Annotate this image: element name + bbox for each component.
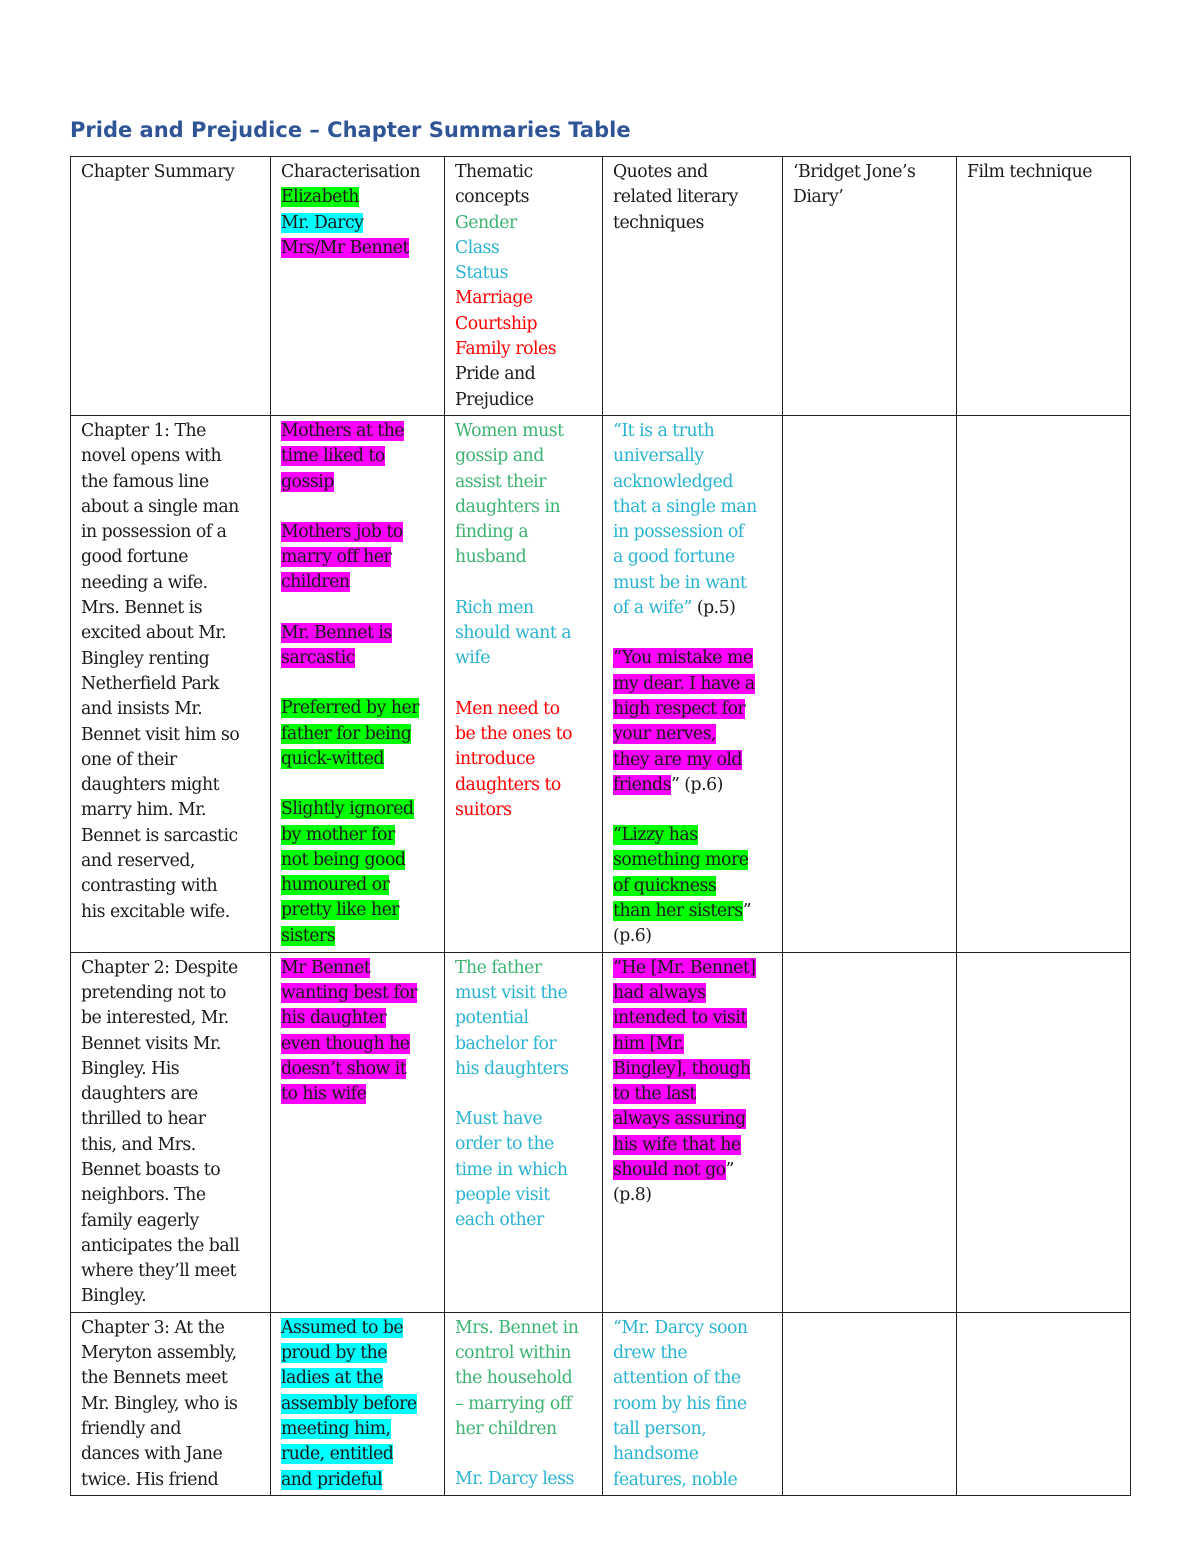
cell-text-line: Men need to xyxy=(455,698,560,719)
header-quotes xyxy=(603,157,783,416)
cell-text-line: (p.5) xyxy=(691,598,736,619)
cell-text-line: finding a xyxy=(455,522,529,543)
cell-text-line: “Lizzy has xyxy=(613,825,698,846)
cell-text-line: (p.8) xyxy=(613,1185,652,1206)
cell-text-line: my dear. I have a xyxy=(613,673,755,694)
characterisation-cell xyxy=(271,415,445,952)
quotes-cell xyxy=(603,415,783,952)
cell-text-line: intended to visit xyxy=(613,1008,747,1029)
cell-text-line: assist their xyxy=(455,471,546,492)
cell-text-line: doesn’t show it xyxy=(281,1058,407,1079)
cell-text-line: be interested, Mr. xyxy=(81,1008,229,1029)
themes-cell xyxy=(445,1312,603,1495)
cell-text-line: and reserved, xyxy=(81,851,195,872)
cell-text-line: his wife that he xyxy=(613,1134,741,1155)
cell-text-line: Prejudice xyxy=(455,389,534,410)
cell-text-line: (p.6) xyxy=(613,926,652,947)
cell-text-line: and insists Mr. xyxy=(81,699,203,720)
cell-text-line: his excitable wife. xyxy=(81,901,230,922)
cell-text-line: meeting him, xyxy=(281,1418,391,1439)
cell-text-line: Chapter 2: Despite xyxy=(81,957,238,978)
cell-text-line: Mrs. Bennet in xyxy=(455,1317,579,1338)
theme-family-roles: Family roles xyxy=(455,339,557,360)
paragraph-gap xyxy=(455,571,596,596)
cell-text-line: techniques xyxy=(613,212,704,233)
cell-text-line: the household xyxy=(455,1368,573,1389)
themes-cell xyxy=(445,952,603,1312)
cell-text-line: “You mistake me xyxy=(613,648,753,669)
theme-class: Class xyxy=(455,237,500,258)
cell-text-line: thrilled to hear xyxy=(81,1109,206,1130)
cell-text-line: features, noble xyxy=(613,1469,738,1490)
cell-text-line: the Bennets meet xyxy=(81,1368,228,1389)
cell-text-line: contrasting with xyxy=(81,876,218,897)
cell-text-line: and prideful xyxy=(281,1469,383,1490)
cell-text-line: husband xyxy=(455,547,527,568)
cell-text-line: they are my old xyxy=(613,749,742,770)
cell-text-line: “Mr. Darcy soon xyxy=(613,1317,748,1338)
cell-text-line: tall person, xyxy=(613,1418,707,1439)
cell-text-line: Thematic xyxy=(455,162,533,182)
cell-text-line: Mr. Darcy less xyxy=(455,1469,574,1490)
cell-text-line: of quickness xyxy=(613,875,717,896)
table-row-chapter-1 xyxy=(71,415,1131,952)
chapter-summaries-table xyxy=(70,156,1131,1496)
cell-text-line: be the ones to xyxy=(455,723,573,744)
cell-text-line: by mother for xyxy=(281,824,395,845)
cell-text-line: the famous line xyxy=(81,471,209,492)
cell-text-line: Netherfield Park xyxy=(81,673,220,694)
header-row xyxy=(71,157,1131,416)
cell-text-line: Mothers at the xyxy=(281,420,405,441)
cell-text-line: introduce xyxy=(455,749,535,770)
cell-text-line: than her sisters xyxy=(613,901,743,922)
bridget-cell xyxy=(783,415,957,952)
cell-text-line: ” (p.6) xyxy=(670,774,723,795)
paragraph-gap xyxy=(281,772,438,797)
cell-text-line: to his wife xyxy=(281,1084,367,1105)
summary-cell xyxy=(71,1312,271,1495)
cell-text-line: Bingley], though xyxy=(613,1058,751,1079)
cell-text-line: wife xyxy=(455,648,490,669)
cell-text-line: Bennet visit him so xyxy=(81,724,240,745)
cell-text-line: Slightly ignored xyxy=(281,799,414,820)
header-characterisation-label: Characterisation xyxy=(281,162,421,182)
paragraph-gap xyxy=(281,671,438,696)
cell-text-line: daughters to xyxy=(455,774,561,795)
header-characterisation xyxy=(271,157,445,416)
film-cell xyxy=(957,1312,1131,1495)
paragraph-gap xyxy=(455,1082,596,1107)
cell-text-line: Bingley. His xyxy=(81,1058,180,1079)
cell-text-line: Diary’ xyxy=(793,187,844,208)
cell-text-line: room by his fine xyxy=(613,1393,747,1414)
cell-text-line: Mr. Bennet is xyxy=(281,622,392,643)
cell-text-line: one of their xyxy=(81,749,177,770)
cell-text-line: must visit the xyxy=(455,982,568,1003)
cell-text-line: “He [Mr. Bennet] xyxy=(613,957,756,978)
header-film-technique xyxy=(957,157,1131,416)
cell-text-line: marry him. Mr. xyxy=(81,800,207,821)
cell-text-line: Film technique xyxy=(967,162,1092,182)
page-title: Pride and Prejudice – Chapter Summaries Table xyxy=(70,118,631,142)
cell-text-line: Bennet boasts to xyxy=(81,1159,221,1180)
theme-gender: Gender xyxy=(455,212,517,233)
cell-text-line: to the last xyxy=(613,1084,696,1105)
cell-text-line: in possession of xyxy=(613,522,744,543)
cell-text-line: handsome xyxy=(613,1444,699,1465)
characterisation-cell xyxy=(271,1312,445,1495)
cell-text-line: – marrying off xyxy=(455,1393,572,1414)
cell-text-line: Mrs. Bennet is xyxy=(81,598,203,619)
cell-text-line: Bingley. xyxy=(81,1286,147,1307)
header-thematic-concepts xyxy=(445,157,603,416)
cell-text-line: even though he xyxy=(281,1033,410,1054)
theme-marriage: Marriage xyxy=(455,288,533,309)
cell-text-line: control within xyxy=(455,1343,571,1364)
cell-text-line: drew the xyxy=(613,1343,688,1364)
cell-text-line: Rich men xyxy=(455,597,534,618)
cell-text-line: about a single man xyxy=(81,496,239,517)
cell-text-line: potential xyxy=(455,1008,529,1029)
cell-text-line: anticipates the ball xyxy=(81,1235,240,1256)
cell-text-line: him [Mr. xyxy=(613,1033,684,1054)
cell-text-line: Mothers job to xyxy=(281,521,403,542)
cell-text-line: your nerves, xyxy=(613,724,717,745)
cell-text-line: sarcastic xyxy=(281,648,355,669)
cell-text-line: children xyxy=(281,572,350,593)
cell-text-line: Mr. Bingley, who is xyxy=(81,1393,238,1414)
cell-text-line: gossip and xyxy=(455,446,544,467)
cell-text-line: related literary xyxy=(613,187,738,208)
cell-text-line: dances with Jane xyxy=(81,1444,223,1465)
cell-text-line: suitors xyxy=(455,799,512,820)
cell-text-line: had always xyxy=(613,982,706,1003)
quotes-cell xyxy=(603,1312,783,1495)
cell-text-line: twice. His friend xyxy=(81,1469,219,1490)
cell-text-line: daughters are xyxy=(81,1084,198,1105)
cell-text-line: assembly before xyxy=(281,1393,417,1414)
cell-text-line: ‘Bridget Jone’s xyxy=(793,162,916,182)
cell-text-line: daughters might xyxy=(81,775,220,796)
cell-text-line: wanting best for xyxy=(281,982,418,1003)
legend-mr-darcy: Mr. Darcy xyxy=(281,212,364,233)
cell-text-line: not being good xyxy=(281,849,406,870)
cell-text-line: time liked to xyxy=(281,446,385,467)
cell-text-line: that a single man xyxy=(613,496,757,517)
paragraph-gap xyxy=(613,621,776,646)
cell-text-line: Meryton assembly, xyxy=(81,1343,237,1364)
cell-text-line: humoured or xyxy=(281,875,390,896)
cell-text-line: of a wife” xyxy=(613,598,692,619)
cell-text-line: excited about Mr. xyxy=(81,623,227,644)
cell-text-line: order to the xyxy=(455,1134,554,1155)
cell-text-line: concepts xyxy=(455,187,529,208)
cell-text-line: always assuring xyxy=(613,1109,746,1130)
header-chapter-summary xyxy=(71,157,271,416)
cell-text-line: her children xyxy=(455,1418,557,1439)
cell-text-line: Mr Bennet xyxy=(281,957,371,978)
paragraph-gap xyxy=(613,798,776,823)
paragraph-gap xyxy=(281,495,438,520)
cell-text-line: Quotes and xyxy=(613,162,708,182)
theme-courtship: Courtship xyxy=(455,313,538,334)
cell-text-line: this, and Mrs. xyxy=(81,1134,196,1155)
cell-text-line: ladies at the xyxy=(281,1368,383,1389)
cell-text-line: bachelor for xyxy=(455,1033,557,1054)
cell-text-line: time in which xyxy=(455,1159,568,1180)
cell-text-line: universally xyxy=(613,446,704,467)
cell-text-line: friends xyxy=(613,774,671,795)
paragraph-gap xyxy=(455,1442,596,1467)
table-row-chapter-2 xyxy=(71,952,1131,1312)
cell-text-line: each other xyxy=(455,1210,544,1231)
cell-text-line: proud by the xyxy=(281,1343,388,1364)
cell-text-line: something more xyxy=(613,850,749,871)
bridget-cell xyxy=(783,952,957,1312)
cell-text-line: Preferred by her xyxy=(281,698,419,719)
cell-text-line: quick-witted xyxy=(281,748,384,769)
cell-text-line: Chapter 1: The xyxy=(81,420,206,441)
theme-pride-and-prejudice: Pride and xyxy=(455,364,536,385)
cell-text-line: sisters xyxy=(281,925,336,946)
cell-text-line: Bennet is sarcastic xyxy=(81,825,238,846)
paragraph-gap xyxy=(455,672,596,697)
cell-text-line: attention of the xyxy=(613,1368,741,1389)
cell-text-line: Must have xyxy=(455,1109,543,1130)
chapter-summaries-table-wrap xyxy=(70,156,1130,1490)
cell-text-line: ” xyxy=(742,901,752,922)
cell-text-line: pretending not to xyxy=(81,982,226,1003)
cell-text-line: family eagerly xyxy=(81,1210,199,1231)
summary-cell xyxy=(71,952,271,1312)
cell-text-line: Bingley renting xyxy=(81,648,210,669)
summary-cell xyxy=(71,415,271,952)
legend-elizabeth: Elizabeth xyxy=(281,187,359,208)
cell-text-line: Chapter 3: At the xyxy=(81,1317,225,1338)
cell-text-line: Chapter Summary xyxy=(81,162,235,182)
table-row-chapter-3 xyxy=(71,1312,1131,1495)
film-cell xyxy=(957,415,1131,952)
cell-text-line: where they’ll meet xyxy=(81,1261,237,1282)
cell-text-line: pretty like her xyxy=(281,900,400,921)
cell-text-line: in possession of a xyxy=(81,522,227,543)
cell-text-line: needing a wife. xyxy=(81,572,208,593)
theme-status: Status xyxy=(455,263,509,284)
film-cell xyxy=(957,952,1131,1312)
cell-text-line: high respect for xyxy=(613,698,746,719)
cell-text-line: should not go xyxy=(613,1159,726,1180)
quotes-cell xyxy=(603,952,783,1312)
cell-text-line: Women must xyxy=(455,420,564,441)
cell-text-line: his daughters xyxy=(455,1058,569,1079)
characterisation-cell xyxy=(271,952,445,1312)
cell-text-line: daughters in xyxy=(455,496,561,517)
cell-text-line: neighbors. The xyxy=(81,1185,206,1206)
legend-mrs-mr-bennet: Mrs/Mr Bennet xyxy=(281,237,409,258)
cell-text-line: should want a xyxy=(455,623,572,644)
cell-text-line: father for being xyxy=(281,723,412,744)
cell-text-line: people visit xyxy=(455,1184,550,1205)
cell-text-line: Assumed to be xyxy=(281,1317,404,1338)
cell-text-line: ” xyxy=(725,1159,734,1180)
header-bridget-jones xyxy=(783,157,957,416)
themes-cell xyxy=(445,415,603,952)
cell-text-line: acknowledged xyxy=(613,471,733,492)
cell-text-line: marry off her xyxy=(281,547,392,568)
paragraph-gap xyxy=(281,596,438,621)
cell-text-line: gossip xyxy=(281,471,334,492)
cell-text-line: rude, entitled xyxy=(281,1444,394,1465)
cell-text-line: must be in want xyxy=(613,572,747,593)
cell-text-line: friendly and xyxy=(81,1418,181,1439)
cell-text-line: “It is a truth xyxy=(613,420,715,441)
cell-text-line: novel opens with xyxy=(81,446,222,467)
cell-text-line: his daughter xyxy=(281,1008,387,1029)
cell-text-line: good fortune xyxy=(81,547,188,568)
cell-text-line: The father xyxy=(455,957,542,978)
cell-text-line: a good fortune xyxy=(613,547,735,568)
cell-text-line: Bennet visits Mr. xyxy=(81,1033,221,1054)
bridget-cell xyxy=(783,1312,957,1495)
